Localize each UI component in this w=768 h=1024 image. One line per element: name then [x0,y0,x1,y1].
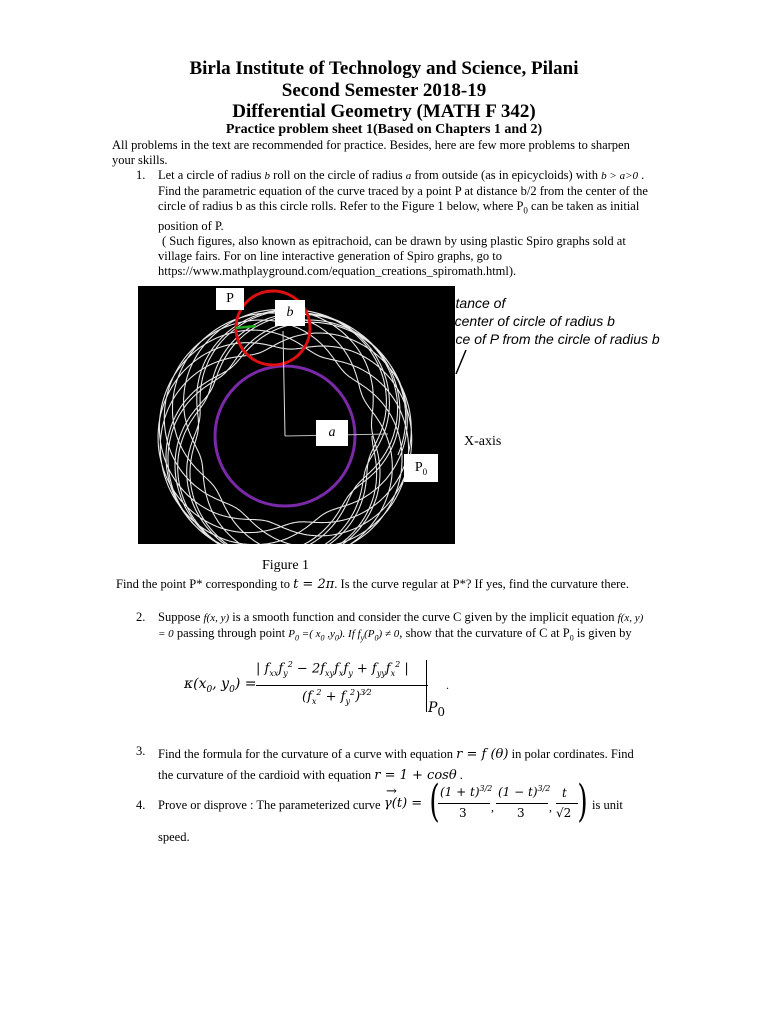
problem-1-question: Find the point P* corresponding to t = 2π. Is the curve regular at P*? If yes, find the curvature there. [116,577,629,592]
problem-1-line-5: ( Such figures, also known as epitrachoid, can be drawn by using plastic Spiro graphs sold at [162,233,626,248]
problem-2-line-2: = 0 passing through point $P_0$ =( $x_0$ $,y_0$). If $f_y(P_0) \ne 0$, show that the curvature of C at $P_0$ is given by [158,626,632,643]
fraction-3-bar [556,803,578,804]
formula-lhs: $\kappa(x_0$, $y_0$) = [184,676,257,695]
gamma-expression: → γ(t) = [384,784,423,811]
problem-1-number: 1. [136,168,146,182]
figure-annotation [410,294,660,348]
institute-title: Birla Institute of Technology and Science, Pilani [189,58,579,79]
problem-4-line-2: speed. [158,830,190,844]
problem-1-line-2: Find the parametric equation of the curve traced by a point P at distance b/2 from the center of the [158,184,648,198]
problem-2-number: 2. [136,610,146,624]
problem-3-line-1: Find the formula for the curvature of a curve with equation r = f (θ) in polar cordinates. Find [158,747,634,762]
problem-4-number: 4. [136,798,146,812]
figure-caption: Figure 1 [262,558,310,573]
problem-1-line-6: village fairs. For on line interactive generation of Spiro graphs, go to [158,248,503,263]
intro-text [112,138,752,168]
fraction-bar [256,685,428,686]
label-p: P [216,288,244,310]
vector-arrow-icon: → [386,784,397,799]
label-a: a [316,420,348,446]
label-b: b [275,300,305,326]
problem-3-number: 3. [136,744,146,758]
annotation-line-1: b/2=distance of [410,295,506,311]
problem-2-text [158,610,758,646]
comma-1: , [491,800,494,814]
x-axis-label: X-axis [464,434,502,449]
fraction-1-den: 3 [459,806,467,820]
problem-4-line-1-end: is unit [592,798,623,812]
problem-3-text [158,744,758,786]
semester-title: Second Semester 2018-19 [281,80,487,101]
course-title: Differential Geometry (MATH F 342) [232,101,536,122]
formula-denominator: $(f_x^2 + f_y^2)^{3⁄2}$ [302,688,372,706]
evaluation-point: $P_0$ [428,700,446,719]
intro-line-1: All problems in the text are recommended for practice. Besides, here are few more problems to sharpen [112,138,630,152]
formula-numerator: | $f_{xx}f_y^2 - 2f_{xy}f_xf_y + f_{yy}f_x^2$ | [256,660,409,678]
problem-4-line-1: Prove or disprove : The parameterized curve [158,798,381,812]
sheet-title: Practice problem sheet 1(Based on Chapters 1 and 2) [225,122,543,137]
label-p0: $P_0$ [404,454,438,482]
formula-dot: . [446,678,449,692]
radius-line [283,331,285,436]
intro-line-2: your skills. [112,153,168,167]
annotation-line-2: P from center of circle of radius b [410,313,615,329]
problem-1-text [158,168,758,279]
fraction-3-num: t [562,786,567,800]
problem-3-line-2: the curvature of the cardioid with equation r = 1 + cosθ . [158,768,463,783]
open-paren-icon: ( [429,776,440,827]
annotation-line-3: =distance of P from the circle of radius b [410,331,660,347]
close-paren-icon: ) [577,776,588,827]
fraction-2-num: $(1 - t)^{3/2}$ [498,784,551,799]
problem-2-line-1: Suppose f(x, y) is a smooth function and consider the curve C given by the implicit equation f(x, y) [158,610,644,624]
fraction-2-bar [496,803,548,804]
problem-1-line-1: Let a circle of radius b roll on the circle of radius a from outside (as in epicycloids) with b > a>0 . [158,168,645,182]
fraction-1-bar [438,803,490,804]
fraction-3-den: √2 [556,806,572,820]
problem-1-line-7: https://www.mathplayground.com/equation_creations_spiromath.html). [158,263,517,278]
evaluation-bar [426,660,427,712]
fraction-1-num: $(1 + t)^{3/2}$ [440,784,493,799]
problem-1-line-3: circle of radius b as this circle rolls. Refer to the Figure 1 below, where $P_0$ can be taken as initial [158,199,640,216]
fraction-2-den: 3 [517,806,525,820]
annotation-pointer [450,348,470,378]
problem-1-line-4: position of P. [158,218,224,233]
comma-2: , [549,800,552,814]
